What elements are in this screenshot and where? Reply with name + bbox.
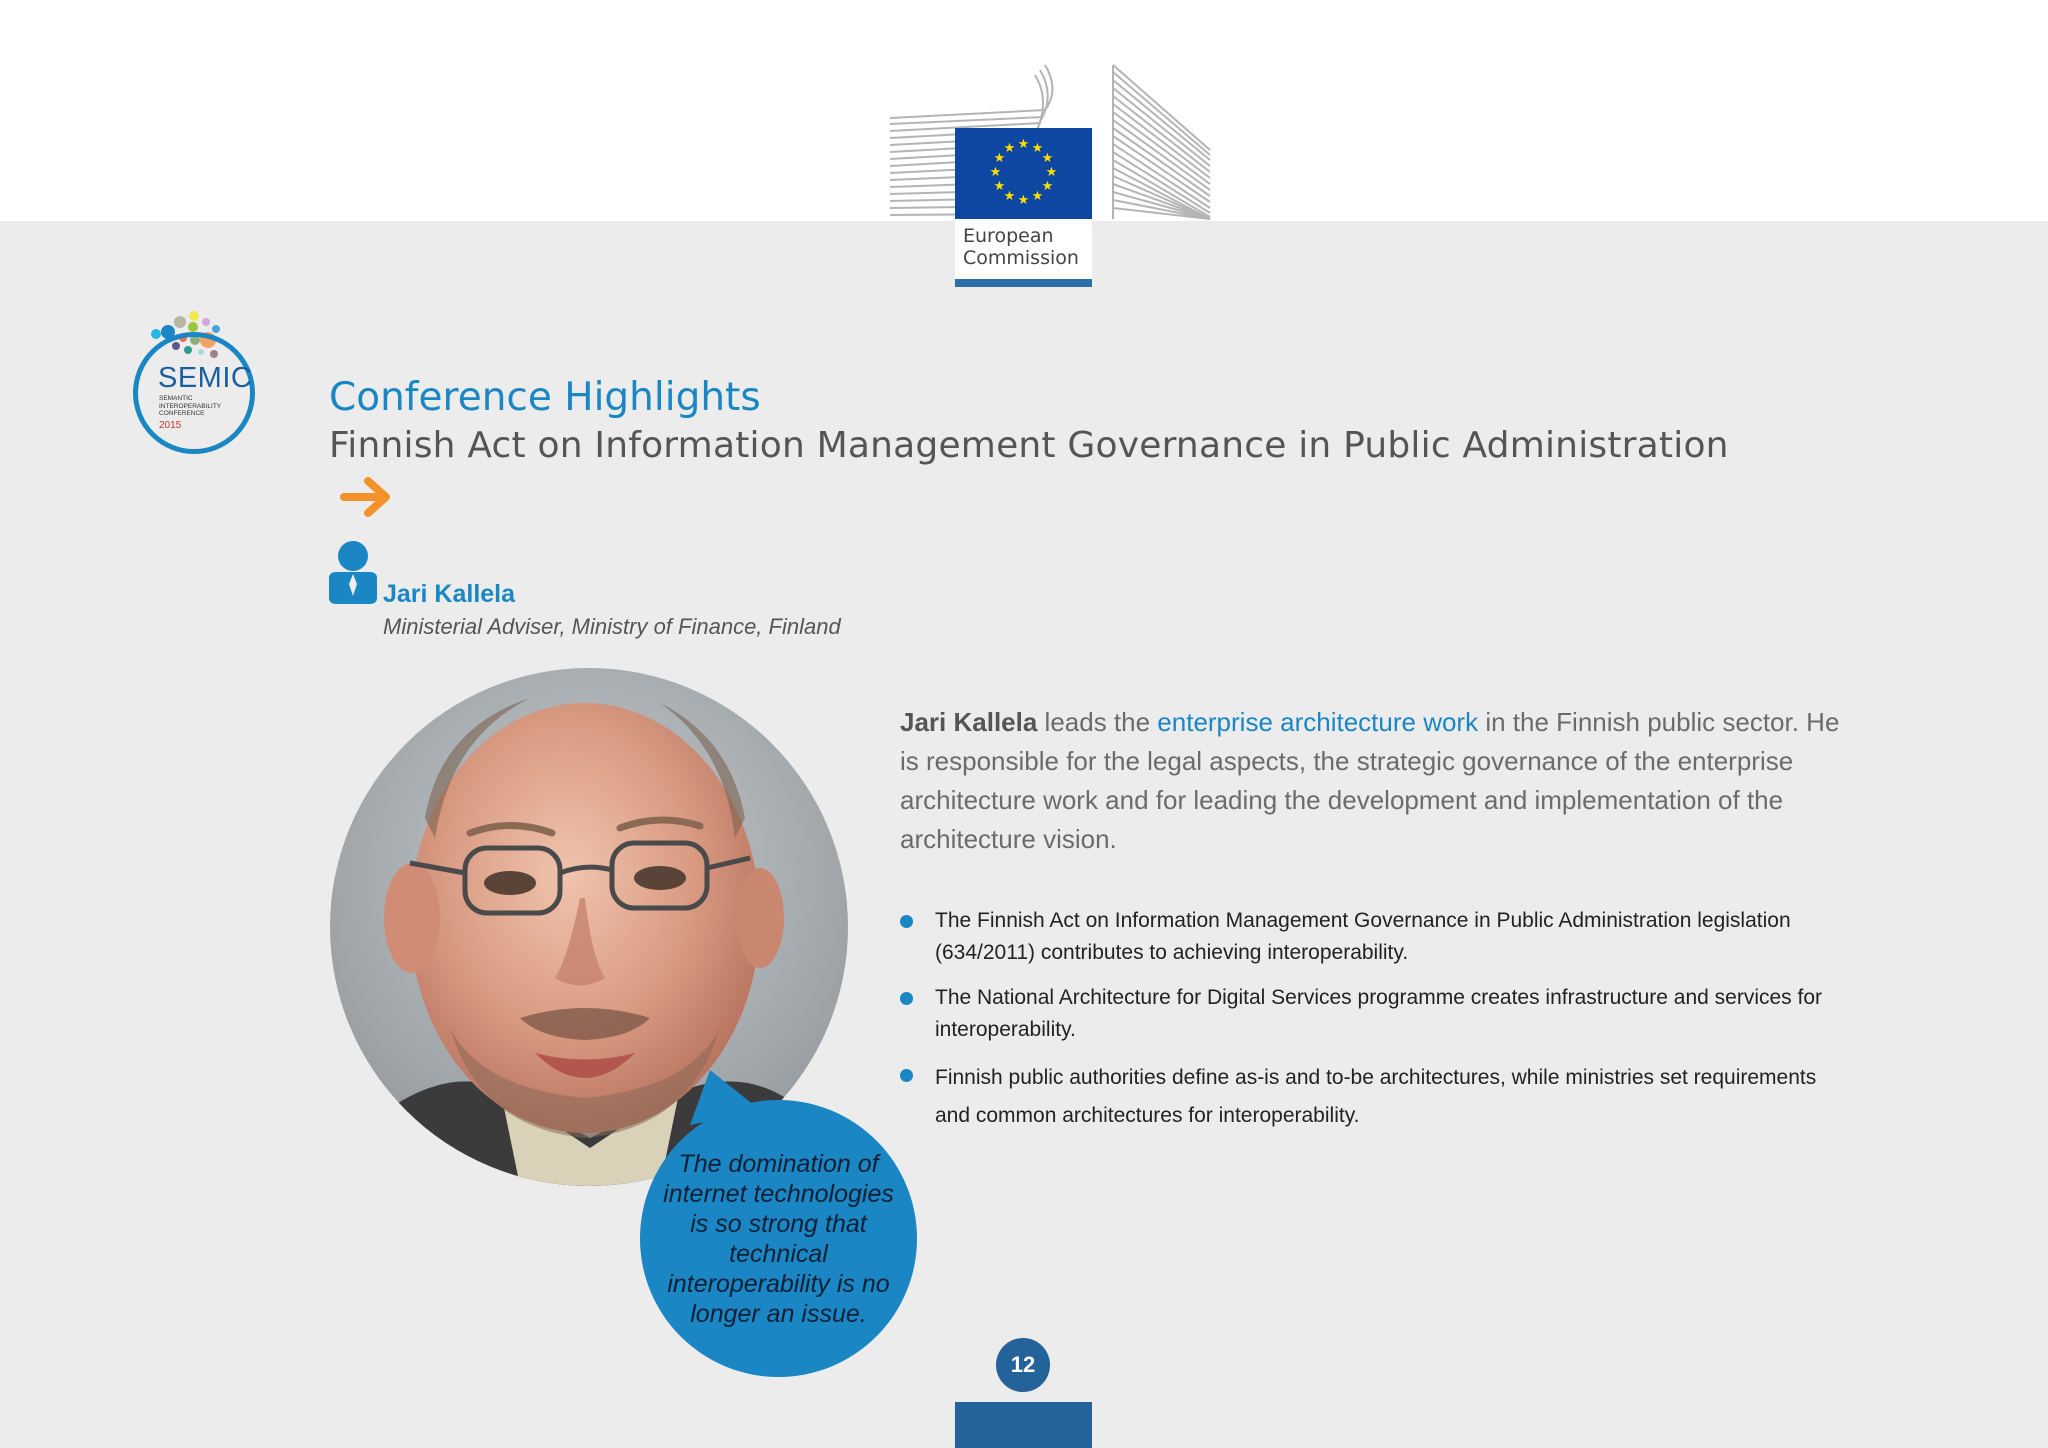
- svg-text:★: ★: [993, 151, 1006, 166]
- speaker-name: Jari Kallela: [383, 580, 516, 608]
- svg-text:★: ★: [1031, 189, 1044, 204]
- svg-text:★: ★: [1041, 179, 1054, 194]
- ec-logo-line2: Commission: [963, 247, 1079, 269]
- list-item-text: The Finnish Act on Information Management Governance in Public Administration legislation (634/2011) contributes to achieving interoperability.: [935, 909, 1791, 964]
- eu-stars-icon: [955, 128, 1092, 219]
- list-item: [900, 982, 1850, 1046]
- svg-text:★: ★: [1041, 151, 1054, 166]
- list-item: [900, 905, 1850, 969]
- bio-name: Jari Kallela: [900, 707, 1038, 737]
- bullet-dot-icon: [900, 915, 913, 928]
- semic-subtitle: [159, 395, 221, 418]
- svg-text:★: ★: [1017, 193, 1030, 208]
- ec-logo-label: [955, 219, 1092, 279]
- bullet-dot-icon: [900, 1069, 913, 1082]
- semic-subtitle-line2: INTEROPERABILITY: [159, 402, 222, 410]
- ec-logo-line1: European: [963, 225, 1054, 247]
- section-title: Conference Highlights: [329, 375, 761, 420]
- list-item-text: The National Architecture for Digital Services programme creates infrastructure and services for interoperability.: [935, 986, 1823, 1041]
- semic-subtitle-line1: SEMANTIC: [159, 395, 193, 402]
- ec-logo-bar: [955, 279, 1092, 287]
- speaker-bio: [900, 703, 1860, 859]
- svg-text:★: ★: [989, 165, 1002, 180]
- person-icon: [329, 540, 379, 606]
- svg-text:★: ★: [993, 179, 1006, 194]
- semic-title: SEMIC: [158, 362, 253, 394]
- svg-text:★: ★: [1031, 141, 1044, 156]
- eu-flag: [955, 128, 1092, 219]
- highlights-list: [900, 905, 1850, 1148]
- page-number: 12: [996, 1338, 1050, 1392]
- svg-text:★: ★: [1003, 141, 1016, 156]
- quote-bubble: [640, 1100, 917, 1377]
- bullet-dot-icon: [900, 992, 913, 1005]
- quote-text: The domination of internet technologies is so strong that technical interoperability is no longer an issue.: [663, 1149, 894, 1328]
- footer-bar: [955, 1402, 1092, 1448]
- semic-year: 2015: [159, 420, 182, 431]
- svg-text:★: ★: [1017, 137, 1030, 152]
- section-subtitle: Finnish Act on Information Management Governance in Public Administration: [329, 425, 1729, 466]
- european-commission-logo: [885, 60, 1215, 285]
- bio-text-2: in the Finnish public sector. He is responsible for the legal aspects, the strategic governance of the enterprise architecture work and for leading the development and implementation of the architecture vision.: [900, 707, 1840, 854]
- list-item: [900, 1059, 1850, 1135]
- semic-logo: [128, 310, 268, 460]
- list-item-text: Finnish public authorities define as-is and to-be architectures, while ministries set requirements and common architectures for interoperability.: [935, 1066, 1817, 1127]
- bio-link[interactable]: enterprise architecture work: [1157, 707, 1479, 737]
- arrow-right-icon: [340, 475, 395, 519]
- semic-subtitle-line3: CONFERENCE: [159, 410, 205, 417]
- speaker-role: Ministerial Adviser, Ministry of Finance, Finland: [383, 614, 841, 639]
- bio-text-1: leads the: [1037, 707, 1158, 737]
- svg-text:★: ★: [1003, 189, 1016, 204]
- svg-text:★: ★: [1045, 165, 1058, 180]
